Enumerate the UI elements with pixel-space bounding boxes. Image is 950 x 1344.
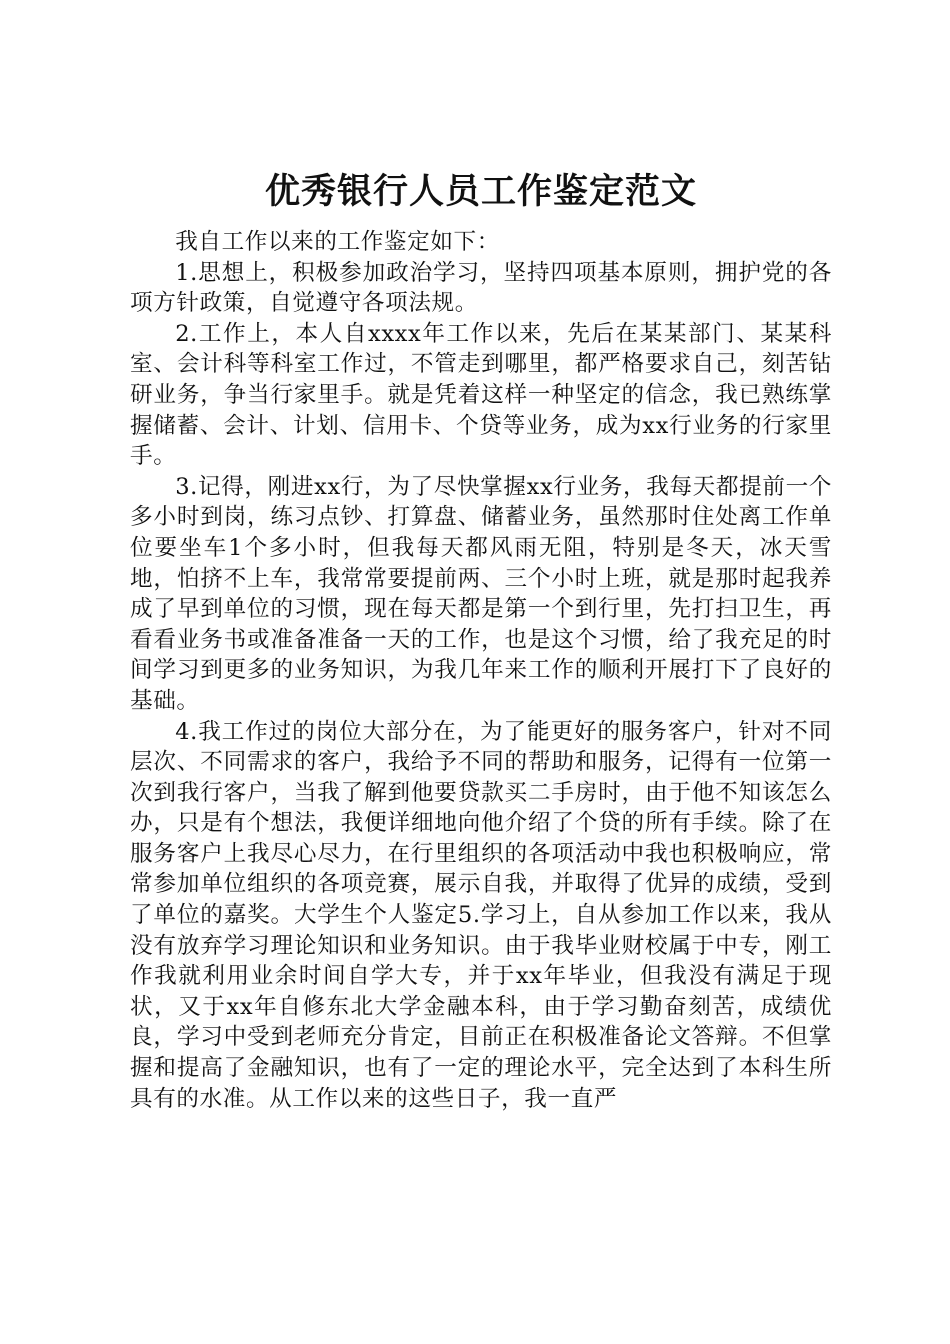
intro-paragraph: 我自工作以来的工作鉴定如下： (175, 229, 500, 255)
paragraph-memory: 3.记得，刚进xx行，为了尽快掌握xx行业务，我每天都提前一个多小时到岗，练习点钞、打算盘、储蓄业务，虽然那时住处离工作单位要坐车1个多小时，但我每天都风雨无阻，特别是冬天，冰天雪地，怕挤不上车，我常常要提前两、三个小时上班，就是那时起我养成了早到单位的习惯，现在每天都是第一个到行里，先打扫卫生，再看看业务书或准备准备一天的工作，也是这个习惯，给了我充足的时间学习到更多的业务知识，为我几年来工作的顺利开展打下了良好的基础。 (130, 473, 832, 714)
paragraph-work: 2.工作上，本人自xxxx年工作以来，先后在某某部门、某某科室、会计科等科室工作过，不管走到哪里，都严格要求自己，刻苦钻研业务，争当行家里手。就是凭着这样一种坚定的信念，我已熟练掌握储蓄、会计、计划、信用卡、个贷等业务，成为xx行业务的行家里手。 (130, 320, 832, 470)
document-title: 优秀银行人员工作鉴定范文 (264, 172, 697, 212)
paragraph-service-study: 4.我工作过的岗位大部分在，为了能更好的服务客户，针对不同层次、不同需求的客户，我给予不同的帮助和服务，记得有一位第一次到我行客户，当我了解到他要贷款买二手房时，由于他不知该怎么办，只是有个想法，我便详细地向他介绍了个贷的所有手续。除了在服务客户上我尽心尽力，在行里组织的各项活动中我也积极响应，常常参加单位组织的各项竞赛，展示自我，并取得了优异的成绩，受到了单位的嘉奖。大学生个人鉴定5.学习上，自从参加工作以来，我从没有放弃学习理论知识和业务知识。由于我毕业财校属于中专，刚工作我就利用业余时间自学大专，并于xx年毕业，但我没有满足于现状，又于xx年自修东北大学金融本科，由于学习勤奋刻苦，成绩优良，学习中受到老师充分肯定，目前正在积极准备论文答辩。不但掌握和提高了金融知识，也有了一定的理论水平，完全达到了本科生所具有的水准。从工作以来的这些日子，我一直严 (130, 718, 832, 1112)
paragraph-ideology: 1.思想上，积极参加政治学习，坚持四项基本原则，拥护党的各项方针政策，自觉遵守各项法规。 (130, 259, 832, 317)
